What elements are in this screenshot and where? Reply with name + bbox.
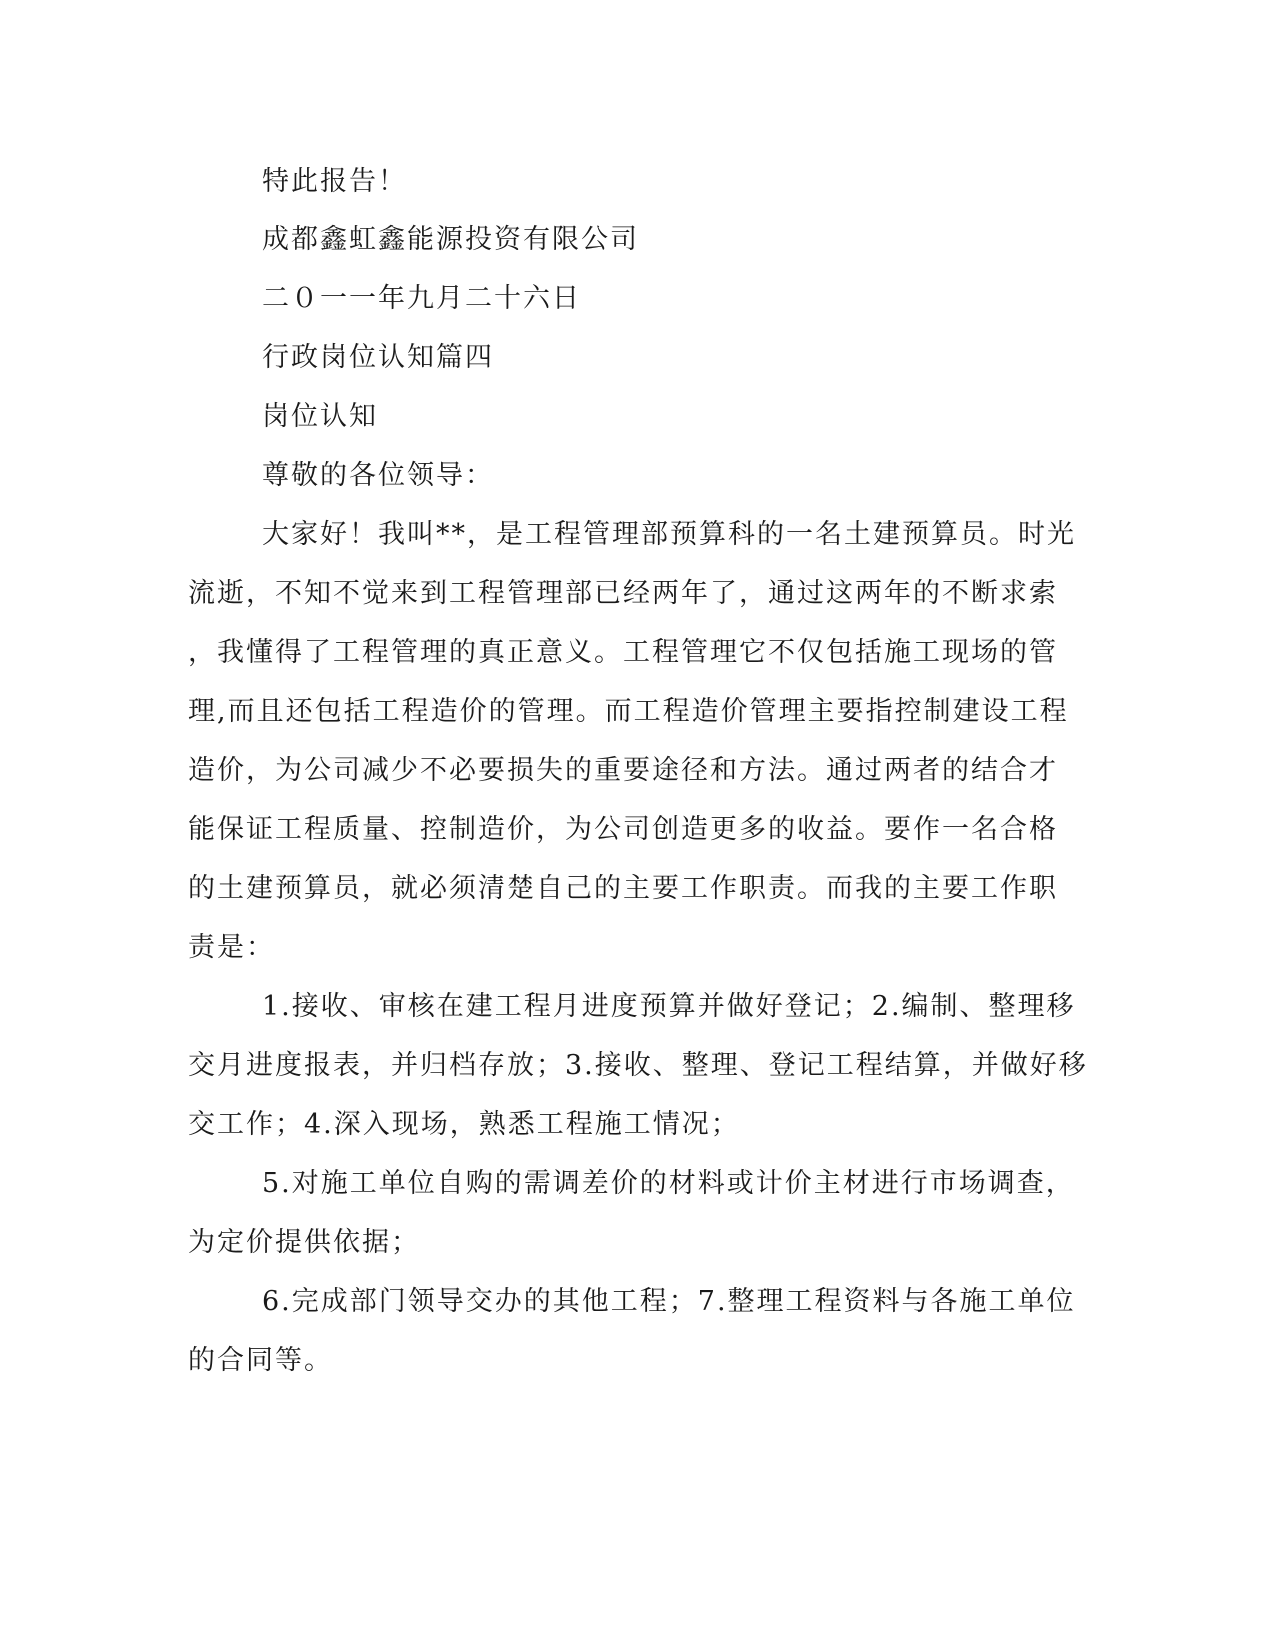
paragraph-line: 交工作；4.深入现场，熟悉工程施工情况； [188, 1109, 740, 1140]
report-date: 二０一一年九月二十六日 [262, 283, 581, 314]
closing-salutation: 特此报告！ [262, 166, 407, 197]
paragraph-line: 6.完成部门领导交办的其他工程；7.整理工程资料与各施工单位 [262, 1286, 1076, 1317]
paragraph-line: 大家好！我叫**，是工程管理部预算科的一名土建预算员。时光 [262, 519, 1076, 550]
paragraph-line: 流逝，不知不觉来到工程管理部已经两年了，通过这两年的不断求索 [188, 578, 1058, 609]
paragraph-line: 为定价提供依据； [188, 1227, 420, 1258]
greeting: 尊敬的各位领导： [262, 460, 494, 491]
paragraph-line: 能保证工程质量、控制造价，为公司创造更多的收益。要作一名合格 [188, 814, 1058, 845]
paragraph-line: 责是： [188, 932, 275, 963]
paragraph-line: ，我懂得了工程管理的真正意义。工程管理它不仅包括施工现场的管 [188, 637, 1058, 668]
paragraph-line: 的土建预算员，就必须清楚自己的主要工作职责。而我的主要工作职 [188, 873, 1058, 904]
section-title: 岗位认知 [262, 401, 378, 432]
paragraph-line: 的合同等。 [188, 1345, 333, 1376]
company-name: 成都鑫虹鑫能源投资有限公司 [262, 224, 639, 255]
paragraph-line: 5.对施工单位自购的需调差价的材料或计价主材进行市场调查， [262, 1168, 1075, 1199]
paragraph-line: 1.接收、审核在建工程月进度预算并做好登记；2.编制、整理移 [262, 991, 1076, 1022]
section-heading: 行政岗位认知篇四 [262, 342, 494, 373]
paragraph-line: 理,而且还包括工程造价的管理。而工程造价管理主要指控制建设工程 [188, 696, 1069, 727]
paragraph-line: 造价，为公司减少不必要损失的重要途径和方法。通过两者的结合才 [188, 755, 1058, 786]
paragraph-line: 交月进度报表，并归档存放；3.接收、整理、登记工程结算，并做好移 [188, 1050, 1088, 1081]
